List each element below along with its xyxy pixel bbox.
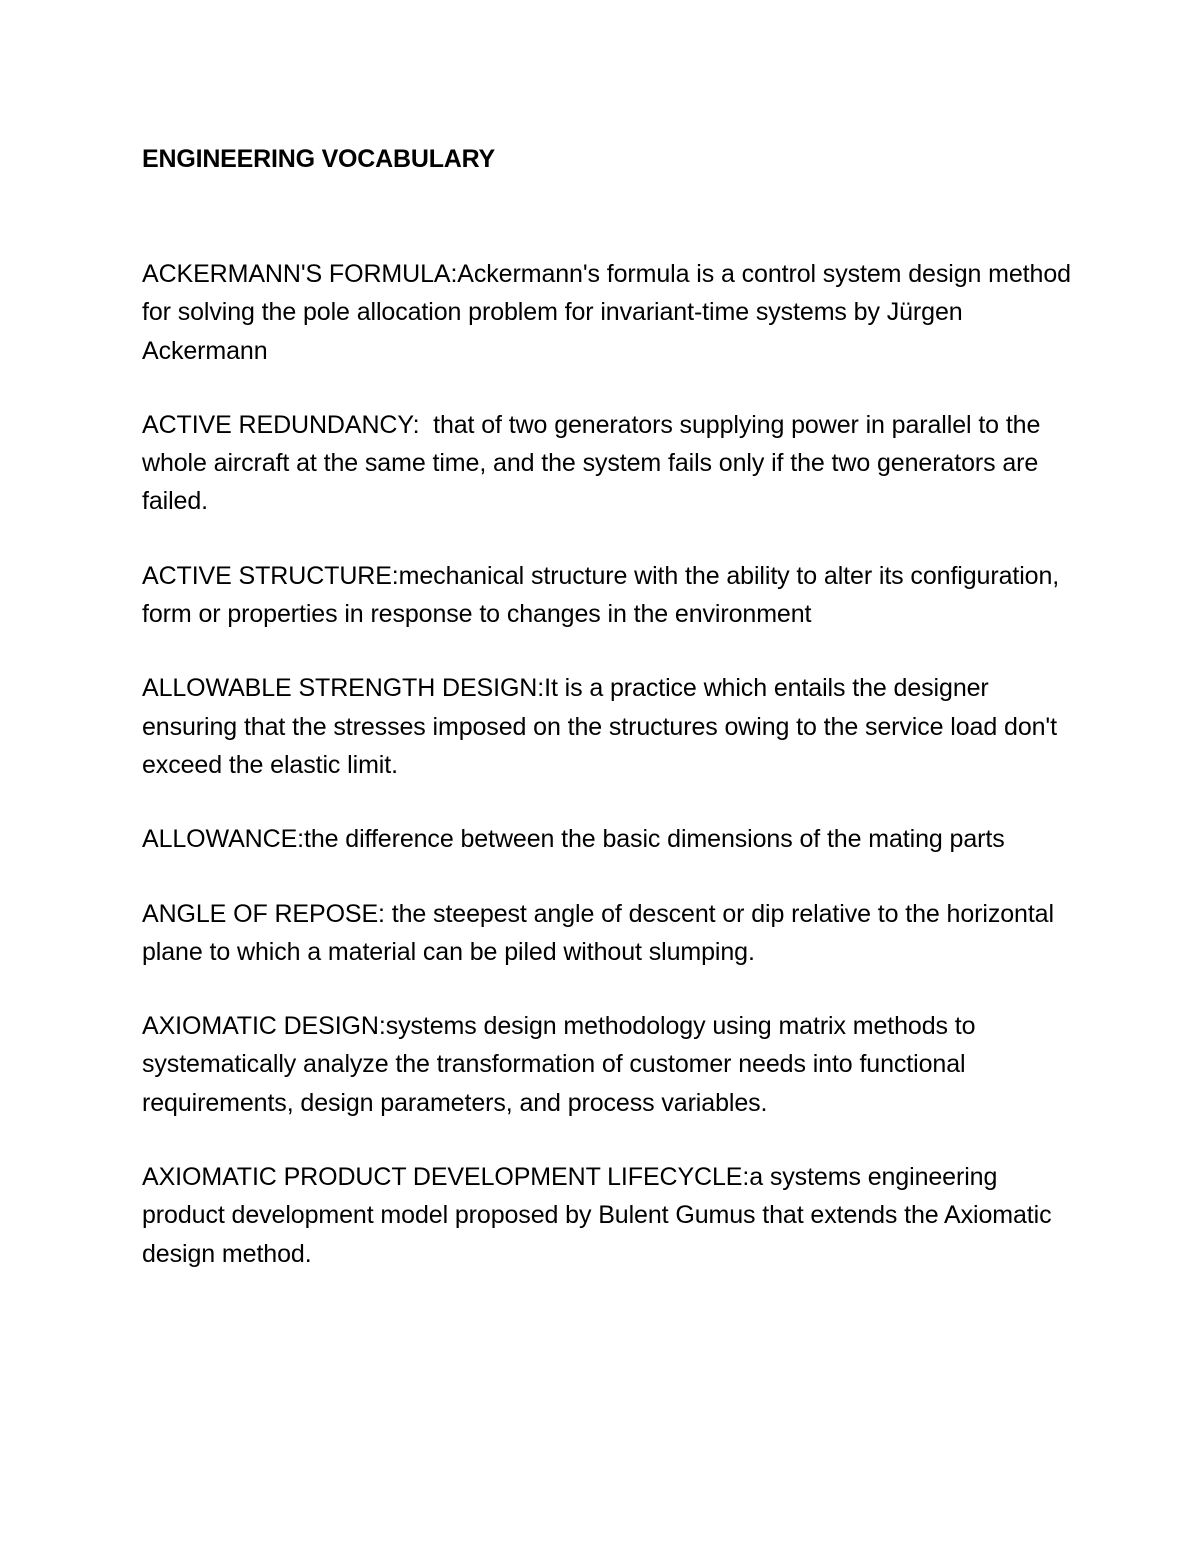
entry-axiomatic-product-development-lifecycle: AXIOMATIC PRODUCT DEVELOPMENT LIFECYCLE:a systems engineering product development model proposed by Bulent Gumus that extends the Axiomatic design method. <box>142 1163 1052 1268</box>
entry-allowance: ALLOWANCE:the difference between the basic dimensions of the mating parts <box>142 825 1005 854</box>
entry-active-redundancy: ACTIVE REDUNDANCY: that of two generators supplying power in parallel to the whole aircraft at the same time, and the system fails only if the two generators are failed. <box>142 410 1048 516</box>
entry-angle-of-repose: ANGLE OF REPOSE: the steepest angle of descent or dip relative to the horizontal plane to which a material can be piled without slumping. <box>142 899 1054 966</box>
entry-active-structure: ACTIVE STRUCTURE:mechanical structure with the ability to alter its configuration, form or properties in response to changes in the environment <box>142 561 1060 629</box>
entry-axiomatic-design: AXIOMATIC DESIGN:systems design methodology using matrix methods to systematically analyze the transformation of customer needs into functional requirements, design parameters, and process variables. <box>142 1012 976 1117</box>
document-title: ENGINEERING VOCABULARY <box>142 145 496 173</box>
vocabulary-list <box>142 255 1072 1273</box>
entry-ackermanns-formula: ACKERMANN'S FORMULA:Ackermann's formula is a control system design method for solving the pole allocation problem for invariant-time systems by Jürgen Ackermann <box>142 260 1071 365</box>
document-page <box>142 140 1072 1273</box>
entry-allowable-strength-design: ALLOWABLE STRENGTH DESIGN:It is a practice which entails the designer ensuring that the stresses imposed on the structures owing to the service load don't exceed the elastic limit. <box>142 674 1057 779</box>
